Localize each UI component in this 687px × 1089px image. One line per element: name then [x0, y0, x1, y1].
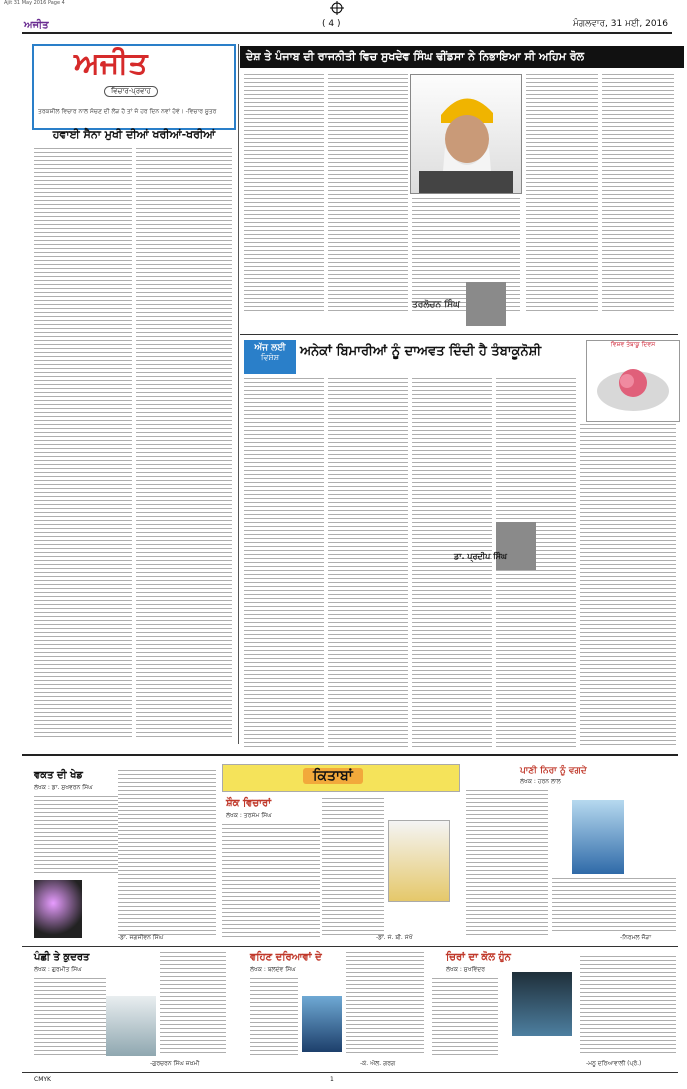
editorial-panel — [32, 44, 236, 130]
footer-left: CMYK — [34, 1076, 51, 1083]
books-col3-body2 — [552, 878, 676, 934]
books-col6-body2 — [580, 956, 676, 1056]
lead-body-col2 — [328, 74, 408, 314]
date: ਮੰਗਲਵਾਰ, 31 ਮਈ, 2016 — [573, 19, 668, 29]
books-col2-cover — [388, 820, 450, 902]
books-col1-title: ਵਕਤ ਦੀ ਖੇਡ — [34, 770, 83, 781]
health-body-col2 — [328, 378, 408, 748]
editorial-body-col1 — [34, 148, 132, 738]
books-col5-cover — [302, 996, 342, 1052]
lead-headline: ਦੇਸ਼ ਤੇ ਪੰਜਾਬ ਦੀ ਰਾਜਨੀਤੀ ਵਿਚ ਸੁਖਦੇਵ ਸਿੰਘ ਢੀਂਡਸਾ ਨੇ ਨਿਭਾਇਆ ਸੀ ਅਹਿਮ ਰੋਲ — [240, 46, 684, 68]
books-col6-cover — [512, 972, 572, 1036]
health-body-col3 — [412, 378, 492, 748]
lead-body-col4 — [526, 74, 598, 314]
books-col2-byline: ਲੇਖਕ : ਤਰਸੇਮ ਸਿੰਘ — [226, 812, 272, 819]
books-col4-reviewer: -ਗੁਰਚਰਨ ਸਿੰਘ ਜ਼ਖ਼ਮੀ — [150, 1060, 200, 1067]
section-divider — [22, 754, 678, 756]
health-body-col5 — [580, 424, 676, 748]
footer-line — [22, 1072, 678, 1073]
editorial-body-col2 — [136, 148, 232, 738]
books-col5-reviewer: -ਕੇ. ਐਲ. ਗਰਗ — [360, 1060, 396, 1067]
page-number: ( 4 ) — [322, 19, 341, 29]
books-col3-byline: ਲੇਖਕ : ਹਰਨ ਲਾਲ — [520, 778, 561, 785]
footer-center: 1 — [330, 1076, 334, 1083]
books-col1-cover — [34, 880, 82, 938]
books-col3-body — [466, 790, 548, 938]
books-col2-reviewer: -ਡਾ. ਜੇ. ਬੀ. ਸੇਖੋਂ — [376, 934, 413, 941]
books-col2-body2 — [322, 798, 384, 938]
books-col1-reviewer: -ਡਾ. ਜਗਜੀਵਨ ਸਿੰਘ — [118, 934, 164, 941]
top-bar-stripe — [22, 32, 672, 34]
author-photo — [466, 282, 506, 326]
books-col1-body — [34, 796, 118, 876]
lead-divider — [240, 334, 678, 335]
editorial-logo: ਅਜੀਤ — [74, 46, 148, 81]
masthead-small: ਅਜੀਤ — [24, 20, 49, 31]
health-author-photo — [496, 522, 536, 570]
books-col5-body — [250, 978, 298, 1058]
top-bar — [22, 16, 672, 38]
editorial-headline: ਹਵਾਈ ਸੈਨਾ ਮੁਖੀ ਦੀਆਂ ਖਰੀਆਂ-ਖਰੀਆਂ — [52, 128, 216, 141]
books-banner-label: ਕਿਤਾਬਾਂ — [303, 768, 363, 784]
print-info: Ajit 31 May 2016 Page 4 — [4, 0, 65, 6]
lead-body-col1 — [244, 74, 324, 314]
books-col5-byline: ਲੇਖਕ : ਬਲਦੇਵ ਸਿੰਘ — [250, 966, 296, 973]
health-body-col1 — [244, 378, 324, 748]
books-col6-byline: ਲੇਖਕ : ਸੁਖਵਿੰਦਰ — [446, 966, 485, 973]
books-col3-cover — [572, 800, 624, 874]
books-col2-title: ਸ਼ੌਕ ਵਿਚਾਰਾਂ — [226, 798, 272, 809]
books-col3-reviewer: -ਨਿਰਮਲ ਜੌੜਾ — [620, 934, 652, 941]
books-col2-body — [222, 824, 320, 938]
books-col4-cover — [106, 996, 156, 1056]
books-divider — [22, 946, 678, 947]
health-tag — [244, 340, 296, 374]
books-col4-title: ਪੰਛੀ ਤੇ ਕੁਦਰਤ — [34, 952, 90, 963]
health-image — [586, 340, 680, 422]
books-col4-byline: ਲੇਖਕ : ਗੁਰਮੀਤ ਸਿੰਘ — [34, 966, 82, 973]
health-tag-line1: ਅੱਜ ਲਈ — [254, 343, 286, 353]
lead-portrait — [410, 74, 522, 194]
editorial-quote: ਤਰਕਸ਼ੀਲ ਵਿਚਾਰ ਨਾਲ ਸੋਚਣ ਦੀ ਲੋੜ ਹੈ ਤਾਂ ਜੋ ਹਰ ਦਿਨ ਨਵਾਂ ਹੋਵੇ। -ਵਿਚਾਰ ਸੂਤਰ — [38, 108, 217, 115]
books-col6-body — [432, 978, 498, 1058]
lead-author: ਤਰਲੋਚਨ ਸਿੰਘ — [412, 300, 460, 310]
books-col5-title: ਵਹਿਣ ਦਰਿਆਵਾਂ ਦੇ — [250, 952, 322, 963]
health-author: ਡਾ. ਪ੍ਰਦੀਪ ਸਿੰਘ — [454, 552, 507, 561]
books-col1-body2 — [118, 770, 216, 938]
books-col1-byline: ਲੇਖਕ : ਡਾ. ਸੁਖਵਰਨ ਸਿੰਘ — [34, 784, 93, 791]
books-banner — [222, 764, 460, 792]
books-col3-title: ਪਾਣੀ ਨਿਰਾ ਨੂੰ ਵਗਦੇ — [520, 766, 587, 776]
books-col4-body2 — [160, 952, 226, 1056]
health-headline: ਅਨੇਕਾਂ ਬਿਮਾਰੀਆਂ ਨੂੰ ਦਾਅਵਤ ਦਿੰਦੀ ਹੈ ਤੰਬਾਕੂਨੋਸ਼ੀ — [300, 344, 542, 359]
health-tag-line2: ਵਿਸ਼ੇਸ਼ — [260, 353, 280, 362]
books-col5-body2 — [346, 952, 424, 1056]
books-col4-body — [34, 978, 106, 1058]
lead-body-col5 — [602, 74, 674, 314]
books-col6-reviewer: -ਮਨੂ ਦਰਿਆਵਾਲੀ (ਪ੍ਰੋ.) — [586, 1060, 642, 1067]
books-col6-title: ਚਿਰਾਂ ਦਾ ਕੋਲ ਹੁੰਨ — [446, 952, 511, 963]
health-image-caption: ਵਿਸ਼ਵ ਤੰਬਾਕੂ ਦਿਵਸ — [610, 341, 656, 348]
col-divider — [238, 44, 239, 744]
editorial-subtitle: ਵਿਚਾਰ-ਪ੍ਰਵਾਹ — [104, 86, 158, 97]
registration-mark-icon — [330, 0, 344, 14]
